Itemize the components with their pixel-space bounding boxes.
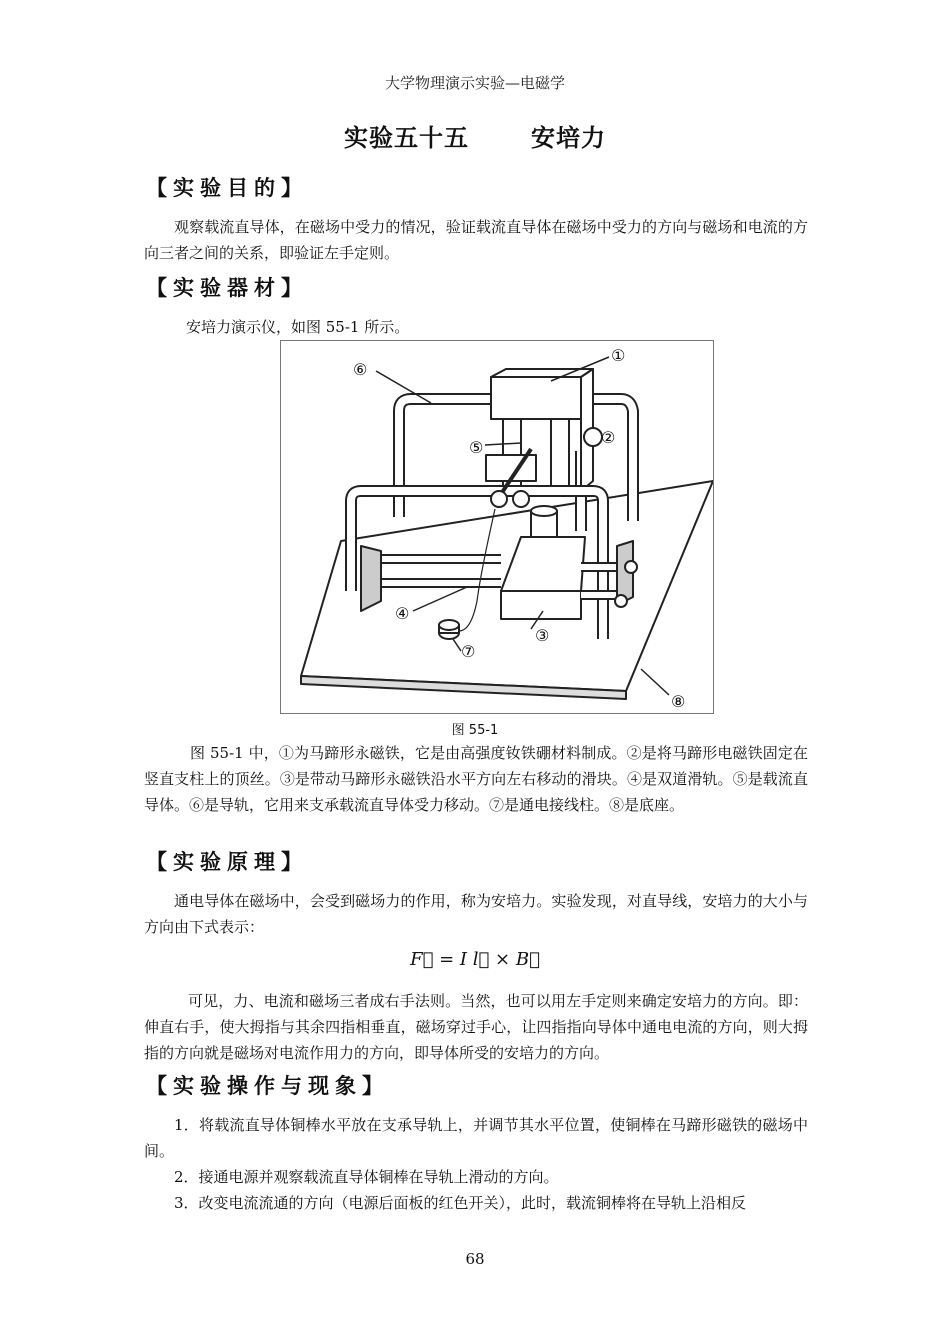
page-title: [0, 118, 950, 153]
apparatus-drawing: [281, 341, 713, 713]
page-number: 68: [465, 1250, 485, 1268]
operation-step-2: 2．接通电源并观察载流直导体铜棒在导轨上滑动的方向。: [174, 1168, 559, 1186]
heading-operation: 【实验操作与现象】: [146, 1074, 389, 1098]
figure-description: 图 55-1 中，①为马蹄形永磁铁，它是由高强度钕铁硼材料制成。②是将马蹄形电磁铁固定在竖直支柱上的顶丝。③是带动马蹄形永磁铁沿水平方向左右移动的滑块。④是双道滑轨。⑤是载流直导体。⑥是导轨，它用来支承载流直导体受力移动。⑦是通电接线柱。⑧是底座。: [144, 744, 808, 814]
label-3: ③: [535, 626, 550, 645]
ampere-force-formula: F⃗ = I l⃗ × B⃗: [410, 949, 540, 970]
set-screw: [584, 428, 602, 446]
label-7: ⑦: [461, 642, 476, 661]
purpose-text: 观察载流直导体，在磁场中受力的情况，验证载流直导体在磁场中受力的方向与磁场和电流的方向三者之间的关系，即验证左手定则。: [144, 218, 808, 262]
figure-caption: 图 55-1: [451, 723, 499, 738]
label-6: ⑥: [353, 360, 368, 379]
horseshoe-magnet: [491, 377, 581, 419]
heading-principle: 【实验原理】: [146, 850, 308, 874]
heading-equipment: 【实验器材】: [146, 276, 308, 300]
operation-step-3: 3．改变电流流通的方向（电源后面板的红色开关），此时，载流铜棒将在导轨上沿相反: [174, 1194, 747, 1212]
title-topic: 安培力: [531, 124, 606, 152]
principle-text-1: 通电导体在磁场中，会受到磁场力的作用，称为安培力。实验发现，对直导线，安培力的大小与方向由下式表示：: [144, 892, 808, 936]
apparatus-figure: [280, 340, 714, 714]
label-4: ④: [395, 604, 410, 623]
running-header: 大学物理演示实验—电磁学: [384, 74, 565, 92]
title-experiment-number: 实验五十五: [344, 124, 469, 152]
label-1: ①: [611, 346, 626, 365]
equipment-text: 安培力演示仪，如图 55-1 所示。: [186, 318, 410, 336]
label-5: ⑤: [469, 438, 484, 457]
heading-purpose: 【实验目的】: [146, 176, 308, 200]
label-8: ⑧: [671, 692, 686, 711]
principle-text-2: 可见，力、电流和磁场三者成右手法则。当然，也可以用左手定则来确定安培力的方向。即：伸直右手，使大拇指与其余四指相垂直，磁场穿过手心，让四指指向导体中通电电流的方向，则大拇指的方向就是磁场对电流作用力的方向，即导体所受的安培力的方向。: [144, 992, 808, 1062]
label-2: ②: [601, 428, 616, 447]
operation-step-1: 1．将载流直导体铜棒水平放在支承导轨上，并调节其水平位置，使铜棒在马蹄形磁铁的磁场中间。: [144, 1116, 808, 1160]
